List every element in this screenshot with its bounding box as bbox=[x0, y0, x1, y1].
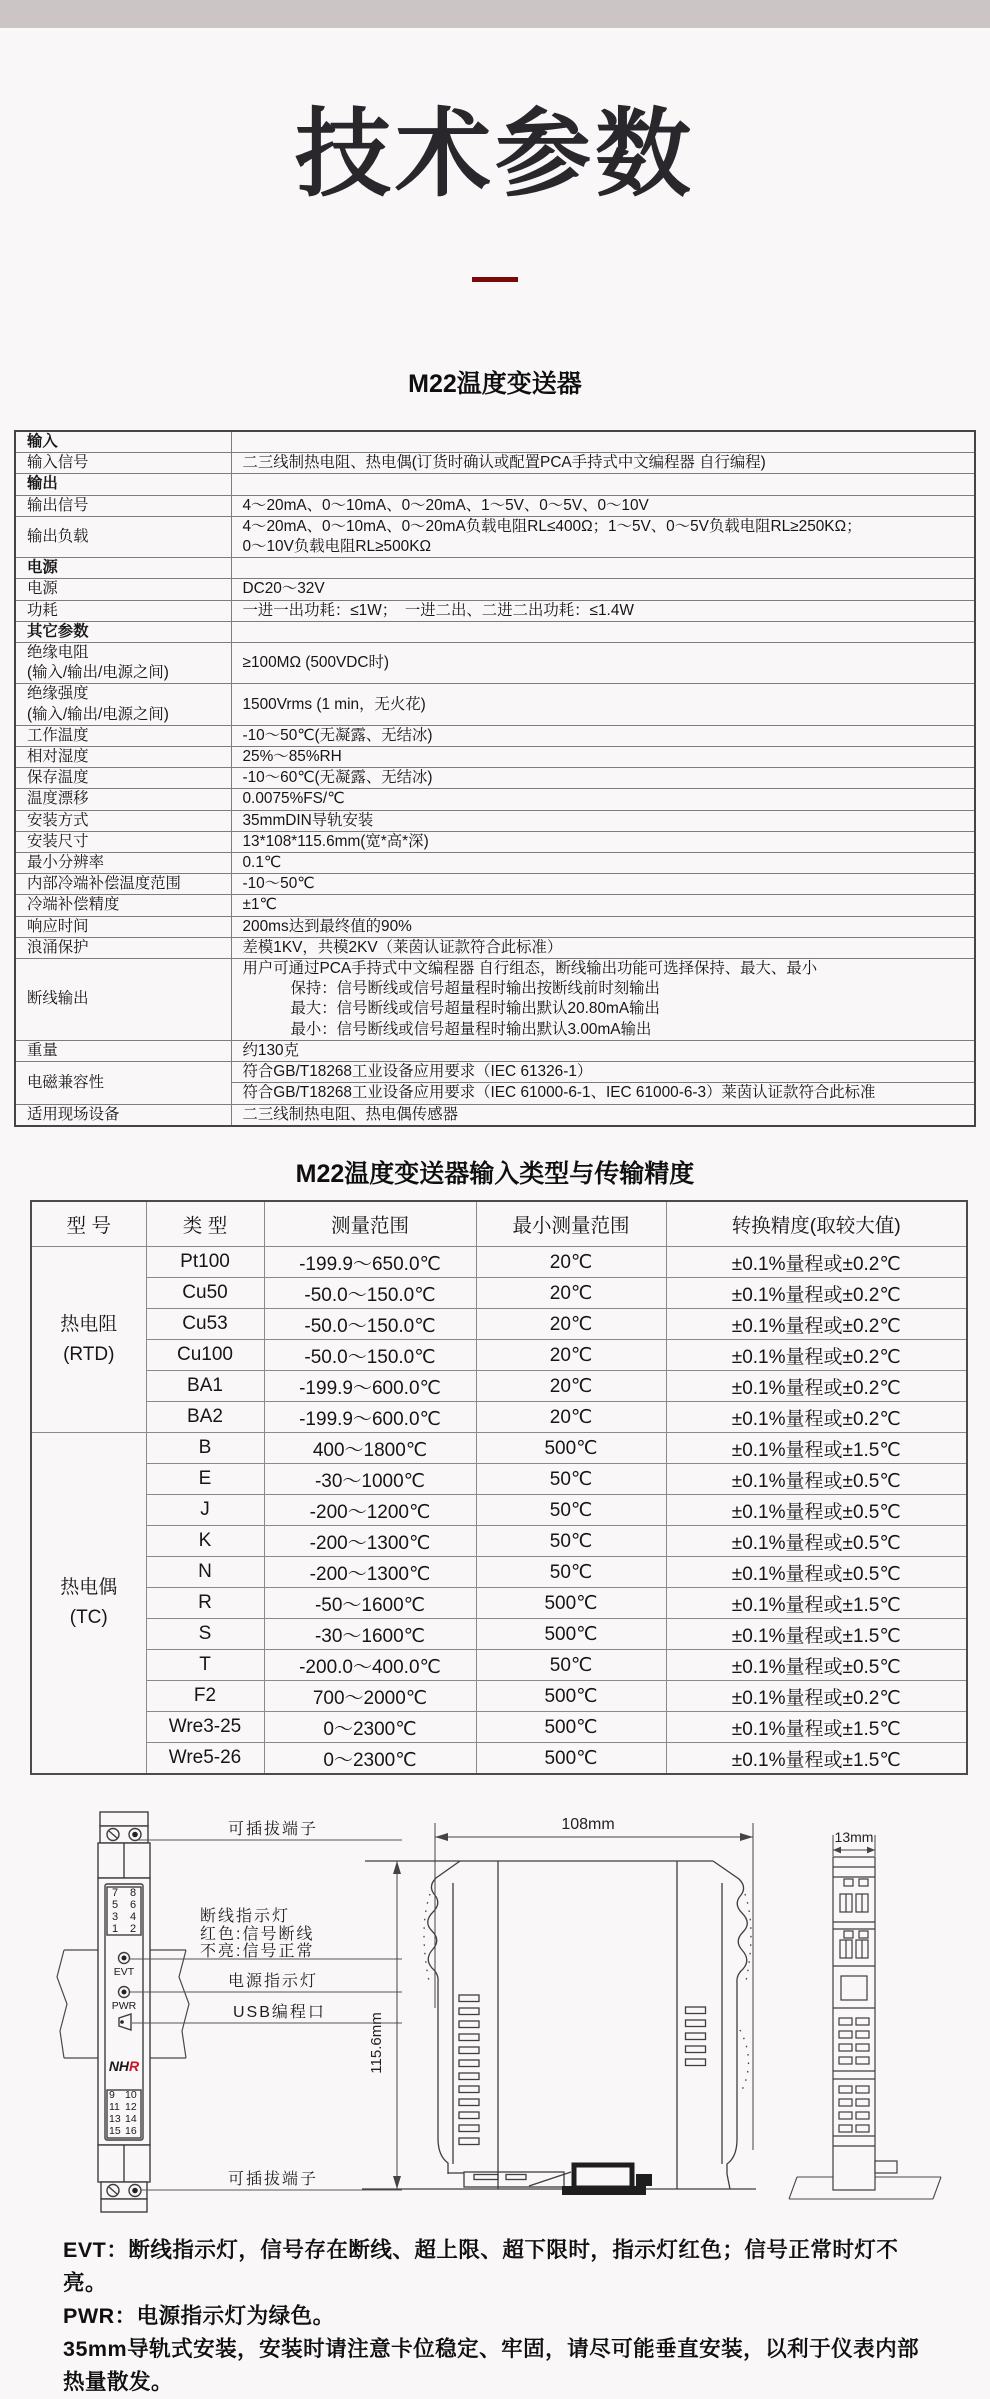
footer-line: EVT：断线指示灯，信号存在断线、超上限、超下限时，指示灯红色；信号正常时灯不亮。 bbox=[63, 2238, 899, 2295]
spec-row bbox=[15, 643, 975, 684]
dimension-diagrams bbox=[40, 1790, 990, 2235]
spec-label: 工作温度 bbox=[15, 725, 231, 746]
spec-label: 输出 bbox=[15, 474, 231, 495]
terminal-number: 11 bbox=[109, 2101, 120, 2113]
height-dimension bbox=[393, 1861, 401, 2189]
spec-label: 重量 bbox=[15, 1040, 231, 1061]
terminal-number: 13 bbox=[109, 2113, 121, 2125]
spec-value: 0.1℃ bbox=[231, 853, 975, 874]
profile-view bbox=[362, 1861, 756, 2189]
acc-cell: Wre3-25 bbox=[146, 1712, 264, 1743]
spec-row bbox=[15, 495, 975, 516]
accuracy-table-title: M22温度变送器输入类型与传输精度 bbox=[295, 1160, 695, 1188]
footer-line: PWR：电源指示灯为绿色。 bbox=[63, 2304, 335, 2328]
callout-usb-port: USB编程口 bbox=[233, 2004, 326, 2021]
spec-row bbox=[15, 874, 975, 895]
spec-label: 输入 bbox=[15, 431, 231, 453]
callout-pluggable-terminal-top: 可插拔端子 bbox=[228, 1821, 319, 1838]
acc-row bbox=[31, 1402, 967, 1433]
acc-cell: -200～1300℃ bbox=[264, 1526, 476, 1557]
side-view bbox=[833, 1857, 897, 2190]
spec-row bbox=[15, 516, 975, 557]
spec-label: 安装方式 bbox=[15, 810, 231, 831]
acc-header-cell: 类 型 bbox=[146, 1201, 264, 1247]
acc-cell: 20℃ bbox=[476, 1340, 666, 1371]
acc-cell: -30～1600℃ bbox=[264, 1619, 476, 1650]
acc-cell: -50.0～150.0℃ bbox=[264, 1340, 476, 1371]
spec-row bbox=[15, 916, 975, 937]
callout-power-indicator: 电源指示灯 bbox=[228, 1973, 319, 1990]
terminal-number: 7 bbox=[111, 1887, 119, 1899]
acc-cell: B bbox=[146, 1433, 264, 1464]
acc-cell: Cu100 bbox=[146, 1340, 264, 1371]
acc-cell: ±0.1%量程或±0.5℃ bbox=[666, 1526, 967, 1557]
spec-value: 二三线制热电阻、热电偶(订货时确认或配置PCA手持式中文编程器 自行编程) bbox=[231, 453, 975, 474]
spec-label: 绝缘强度 (输入/输出/电源之间) bbox=[15, 684, 231, 725]
acc-cell: ±0.1%量程或±0.5℃ bbox=[666, 1650, 967, 1681]
acc-cell: T bbox=[146, 1650, 264, 1681]
spec-row bbox=[15, 959, 975, 1041]
acc-group-cell: 热电阻 (RTD) bbox=[31, 1247, 146, 1433]
spec-label: 适用现场设备 bbox=[15, 1104, 231, 1126]
spec-row bbox=[15, 768, 975, 789]
spec-section-row bbox=[15, 558, 975, 579]
acc-cell: 50℃ bbox=[476, 1495, 666, 1526]
spec-label: 输入信号 bbox=[15, 453, 231, 474]
spec-row bbox=[15, 684, 975, 725]
spec-value: 35mmDIN导轨安装 bbox=[231, 810, 975, 831]
terminal-number: 8 bbox=[129, 1887, 137, 1899]
din-rail-clip bbox=[562, 2165, 652, 2195]
acc-row bbox=[31, 1309, 967, 1340]
spec-label: 温度漂移 bbox=[15, 789, 231, 810]
acc-cell: 0～2300℃ bbox=[264, 1743, 476, 1775]
acc-cell: 20℃ bbox=[476, 1371, 666, 1402]
acc-table-body bbox=[31, 1247, 967, 1775]
acc-cell: BA1 bbox=[146, 1371, 264, 1402]
spec-value bbox=[231, 621, 975, 642]
acc-row bbox=[31, 1495, 967, 1526]
acc-cell: Cu50 bbox=[146, 1278, 264, 1309]
acc-cell: 20℃ bbox=[476, 1278, 666, 1309]
spec-row bbox=[15, 725, 975, 746]
callout-break-indicator-line2: 红色:信号断线 bbox=[200, 1926, 315, 1943]
acc-row bbox=[31, 1619, 967, 1650]
acc-cell: E bbox=[146, 1464, 264, 1495]
spec-value: 差模1KV，共模2KV（莱茵认证款符合此标准） bbox=[231, 937, 975, 958]
spec-value: 200ms达到最终值的90% bbox=[231, 916, 975, 937]
spec-label: 电源 bbox=[15, 579, 231, 600]
acc-row bbox=[31, 1743, 967, 1775]
acc-cell: ±0.1%量程或±0.5℃ bbox=[666, 1464, 967, 1495]
spec-label: 输出负载 bbox=[15, 516, 231, 557]
spec-label: 其它参数 bbox=[15, 621, 231, 642]
spec-value: 25%～85%RH bbox=[231, 747, 975, 768]
spec-row bbox=[15, 1040, 975, 1061]
terminal-number: 4 bbox=[129, 1911, 137, 1923]
acc-cell: -200～1300℃ bbox=[264, 1557, 476, 1588]
footer-notes bbox=[63, 2234, 941, 2399]
acc-cell: Pt100 bbox=[146, 1247, 264, 1278]
acc-cell: -50.0～150.0℃ bbox=[264, 1278, 476, 1309]
spec-table-body bbox=[15, 431, 975, 1126]
nhr-logo-black: NH bbox=[108, 2058, 130, 2074]
spec-value: 1500Vrms (1 min，无火花) bbox=[231, 684, 975, 725]
acc-header-cell: 转换精度(取较大值) bbox=[666, 1201, 967, 1247]
acc-cell: ±0.1%量程或±1.5℃ bbox=[666, 1712, 967, 1743]
acc-cell: 20℃ bbox=[476, 1247, 666, 1278]
spec-label: 最小分辨率 bbox=[15, 853, 231, 874]
acc-header-row bbox=[31, 1201, 967, 1247]
spec-value: 符合GB/T18268工业设备应用要求（IEC 61000-6-1、IEC 61000-6-3）莱茵认证款符合此标准 bbox=[231, 1083, 975, 1104]
acc-group-cell: 热电偶 (TC) bbox=[31, 1433, 146, 1775]
acc-cell: ±0.1%量程或±0.5℃ bbox=[666, 1495, 967, 1526]
spec-value: 约130克 bbox=[231, 1040, 975, 1061]
acc-cell: -199.9～600.0℃ bbox=[264, 1402, 476, 1433]
acc-cell: ±0.1%量程或±0.2℃ bbox=[666, 1371, 967, 1402]
acc-header-cell: 最小测量范围 bbox=[476, 1201, 666, 1247]
acc-row bbox=[31, 1650, 967, 1681]
spec-row bbox=[15, 579, 975, 600]
acc-cell: -199.9～650.0℃ bbox=[264, 1247, 476, 1278]
spec-label: 电源 bbox=[15, 558, 231, 579]
spec-label: 输出信号 bbox=[15, 495, 231, 516]
acc-cell: J bbox=[146, 1495, 264, 1526]
acc-row bbox=[31, 1371, 967, 1402]
spec-value: -10～60℃(无凝露、无结冰) bbox=[231, 768, 975, 789]
acc-cell: 500℃ bbox=[476, 1712, 666, 1743]
acc-cell: ±0.1%量程或±1.5℃ bbox=[666, 1619, 967, 1650]
height-dimension-label: 115.6mm bbox=[368, 2012, 385, 2074]
acc-cell: 500℃ bbox=[476, 1433, 666, 1464]
acc-cell: 700～2000℃ bbox=[264, 1681, 476, 1712]
acc-row bbox=[31, 1433, 967, 1464]
page-title: 技术参数 bbox=[295, 101, 695, 208]
acc-cell: 500℃ bbox=[476, 1619, 666, 1650]
spec-label: 浪涌保护 bbox=[15, 937, 231, 958]
acc-row bbox=[31, 1278, 967, 1309]
spec-value bbox=[231, 474, 975, 495]
acc-cell: 400～1800℃ bbox=[264, 1433, 476, 1464]
spec-section-row bbox=[15, 474, 975, 495]
acc-cell: -50.0～150.0℃ bbox=[264, 1309, 476, 1340]
acc-row bbox=[31, 1247, 967, 1278]
spec-value: DC20～32V bbox=[231, 579, 975, 600]
acc-row bbox=[31, 1526, 967, 1557]
depth-dimension-label: 13mm bbox=[834, 1829, 874, 1845]
spec-table bbox=[14, 430, 976, 1127]
acc-cell: 50℃ bbox=[476, 1650, 666, 1681]
spec-row bbox=[15, 937, 975, 958]
terminal-number: 12 bbox=[125, 2101, 137, 2113]
terminal-number: 16 bbox=[125, 2125, 137, 2137]
width-dimension-label: 108mm bbox=[561, 1816, 615, 1833]
spec-value bbox=[231, 431, 975, 453]
acc-cell: 0～2300℃ bbox=[264, 1712, 476, 1743]
spec-value: 符合GB/T18268工业设备应用要求（IEC 61326-1） bbox=[231, 1062, 975, 1083]
vent-slots-left bbox=[459, 1995, 479, 2145]
spec-row bbox=[15, 453, 975, 474]
spec-value: ±1℃ bbox=[231, 895, 975, 916]
spec-label: 保存温度 bbox=[15, 768, 231, 789]
acc-row bbox=[31, 1340, 967, 1371]
spec-value: 0.0075%FS/℃ bbox=[231, 789, 975, 810]
acc-cell: -30～1000℃ bbox=[264, 1464, 476, 1495]
acc-cell: ±0.1%量程或±0.2℃ bbox=[666, 1402, 967, 1433]
acc-row bbox=[31, 1712, 967, 1743]
acc-cell: 500℃ bbox=[476, 1743, 666, 1775]
spec-label: 功耗 bbox=[15, 600, 231, 621]
evt-led-label: EVT bbox=[113, 1966, 135, 1978]
spec-label: 冷端补偿精度 bbox=[15, 895, 231, 916]
top-gray-band bbox=[0, 0, 990, 28]
spec-row bbox=[15, 831, 975, 852]
spec-row bbox=[15, 789, 975, 810]
acc-cell: -200～1200℃ bbox=[264, 1495, 476, 1526]
device-front-view bbox=[98, 1812, 150, 2212]
terminal-number: 15 bbox=[109, 2125, 121, 2137]
acc-cell: 20℃ bbox=[476, 1402, 666, 1433]
acc-cell: ±0.1%量程或±0.2℃ bbox=[666, 1340, 967, 1371]
acc-cell: ±0.1%量程或±0.2℃ bbox=[666, 1247, 967, 1278]
acc-cell: ±0.1%量程或±0.2℃ bbox=[666, 1681, 967, 1712]
width-dimension bbox=[435, 1823, 753, 2150]
acc-cell: F2 bbox=[146, 1681, 264, 1712]
spec-value: 13*108*115.6mm(宽*高*深) bbox=[231, 831, 975, 852]
spec-value: -10～50℃ bbox=[231, 874, 975, 895]
acc-cell: ±0.1%量程或±0.5℃ bbox=[666, 1557, 967, 1588]
callout-pluggable-terminal-bottom: 可插拔端子 bbox=[228, 2171, 319, 2188]
red-divider-dash bbox=[472, 277, 518, 282]
nhr-logo bbox=[109, 2058, 140, 2074]
callout-break-indicator-line3: 不亮:信号正常 bbox=[200, 1943, 315, 1960]
spec-value: 二三线制热电阻、热电偶传感器 bbox=[231, 1104, 975, 1126]
accuracy-table bbox=[30, 1200, 968, 1775]
acc-cell: 20℃ bbox=[476, 1309, 666, 1340]
acc-header-cell: 测量范围 bbox=[264, 1201, 476, 1247]
pwr-led-label: PWR bbox=[111, 2000, 137, 2012]
spec-label: 安装尺寸 bbox=[15, 831, 231, 852]
spec-label: 断线输出 bbox=[15, 959, 231, 1041]
spec-value: -10～50℃(无凝露、无结冰) bbox=[231, 725, 975, 746]
acc-cell: -50～1600℃ bbox=[264, 1588, 476, 1619]
spec-value: ≥100MΩ (500VDC时) bbox=[231, 643, 975, 684]
nhr-logo-red: R bbox=[129, 2058, 140, 2074]
acc-cell: S bbox=[146, 1619, 264, 1650]
terminal-number: 5 bbox=[111, 1899, 119, 1911]
spec-row bbox=[15, 895, 975, 916]
acc-row bbox=[31, 1557, 967, 1588]
acc-cell: K bbox=[146, 1526, 264, 1557]
spec-label: 电磁兼容性 bbox=[15, 1062, 231, 1104]
acc-cell: ±0.1%量程或±1.5℃ bbox=[666, 1588, 967, 1619]
spec-section-row bbox=[15, 431, 975, 453]
acc-cell: 500℃ bbox=[476, 1588, 666, 1619]
spec-value: 4～20mA、0～10mA、0～20mA、1～5V、0～5V、0～10V bbox=[231, 495, 975, 516]
acc-cell: 50℃ bbox=[476, 1464, 666, 1495]
acc-row bbox=[31, 1681, 967, 1712]
terminal-number: 14 bbox=[125, 2113, 137, 2125]
acc-cell: ±0.1%量程或±0.2℃ bbox=[666, 1278, 967, 1309]
spec-label: 响应时间 bbox=[15, 916, 231, 937]
terminal-number: 1 bbox=[111, 1923, 119, 1935]
terminal-number: 3 bbox=[111, 1911, 119, 1923]
acc-cell: 50℃ bbox=[476, 1526, 666, 1557]
spec-label: 绝缘电阻 (输入/输出/电源之间) bbox=[15, 643, 231, 684]
spec-value: 一进一出功耗：≤1W； 一进二出、二进二出功耗：≤1.4W bbox=[231, 600, 975, 621]
acc-cell: ±0.1%量程或±1.5℃ bbox=[666, 1743, 967, 1775]
acc-cell: 50℃ bbox=[476, 1557, 666, 1588]
acc-cell: 500℃ bbox=[476, 1681, 666, 1712]
spec-row bbox=[15, 1104, 975, 1126]
terminal-number: 9 bbox=[109, 2089, 115, 2101]
acc-row bbox=[31, 1588, 967, 1619]
acc-cell: R bbox=[146, 1588, 264, 1619]
spec-row bbox=[15, 810, 975, 831]
acc-cell: -199.9～600.0℃ bbox=[264, 1371, 476, 1402]
terminal-number: 2 bbox=[129, 1923, 137, 1935]
acc-header-cell: 型 号 bbox=[31, 1201, 146, 1247]
acc-cell: ±0.1%量程或±1.5℃ bbox=[666, 1433, 967, 1464]
spec-label: 内部冷端补偿温度范围 bbox=[15, 874, 231, 895]
acc-cell: ±0.1%量程或±0.2℃ bbox=[666, 1309, 967, 1340]
spec-row bbox=[15, 747, 975, 768]
acc-cell: N bbox=[146, 1557, 264, 1588]
footer-line: 35mm导轨式安装，安装时请注意卡位稳定、牢固，请尽可能垂直安装，以利于仪表内部热量散发。 bbox=[63, 2337, 920, 2394]
section-title-m22: M22温度变送器 bbox=[408, 370, 582, 398]
callout-break-indicator-line1: 断线指示灯 bbox=[200, 1908, 291, 1925]
acc-row bbox=[31, 1464, 967, 1495]
spec-row bbox=[15, 600, 975, 621]
acc-cell: -200.0～400.0℃ bbox=[264, 1650, 476, 1681]
acc-cell: Cu53 bbox=[146, 1309, 264, 1340]
spec-value bbox=[231, 558, 975, 579]
terminal-number: 10 bbox=[125, 2089, 137, 2101]
spec-value: 用户可通过PCA手持式中文编程器 自行组态，断线输出功能可选择保持、最大、最小 保持：信号断线或信号超量程时输出按断线前时刻输出 最大：信号断线或信号超量程时输出默认20.80mA输出 最小：信号断线或信号超量程时输出默认3.00mA输出 bbox=[231, 959, 975, 1041]
acc-cell: BA2 bbox=[146, 1402, 264, 1433]
spec-row bbox=[15, 1062, 975, 1083]
acc-cell: Wre5-26 bbox=[146, 1743, 264, 1775]
spec-row bbox=[15, 853, 975, 874]
spec-section-row bbox=[15, 621, 975, 642]
spec-label: 相对湿度 bbox=[15, 747, 231, 768]
spec-value: 4～20mA、0～10mA、0～20mA负载电阻RL≤400Ω；1～5V、0～5V负载电阻RL≥250KΩ； 0～10V负载电阻RL≥500KΩ bbox=[231, 516, 975, 557]
terminal-number: 6 bbox=[129, 1899, 137, 1911]
vent-slots-right bbox=[686, 2007, 706, 2066]
